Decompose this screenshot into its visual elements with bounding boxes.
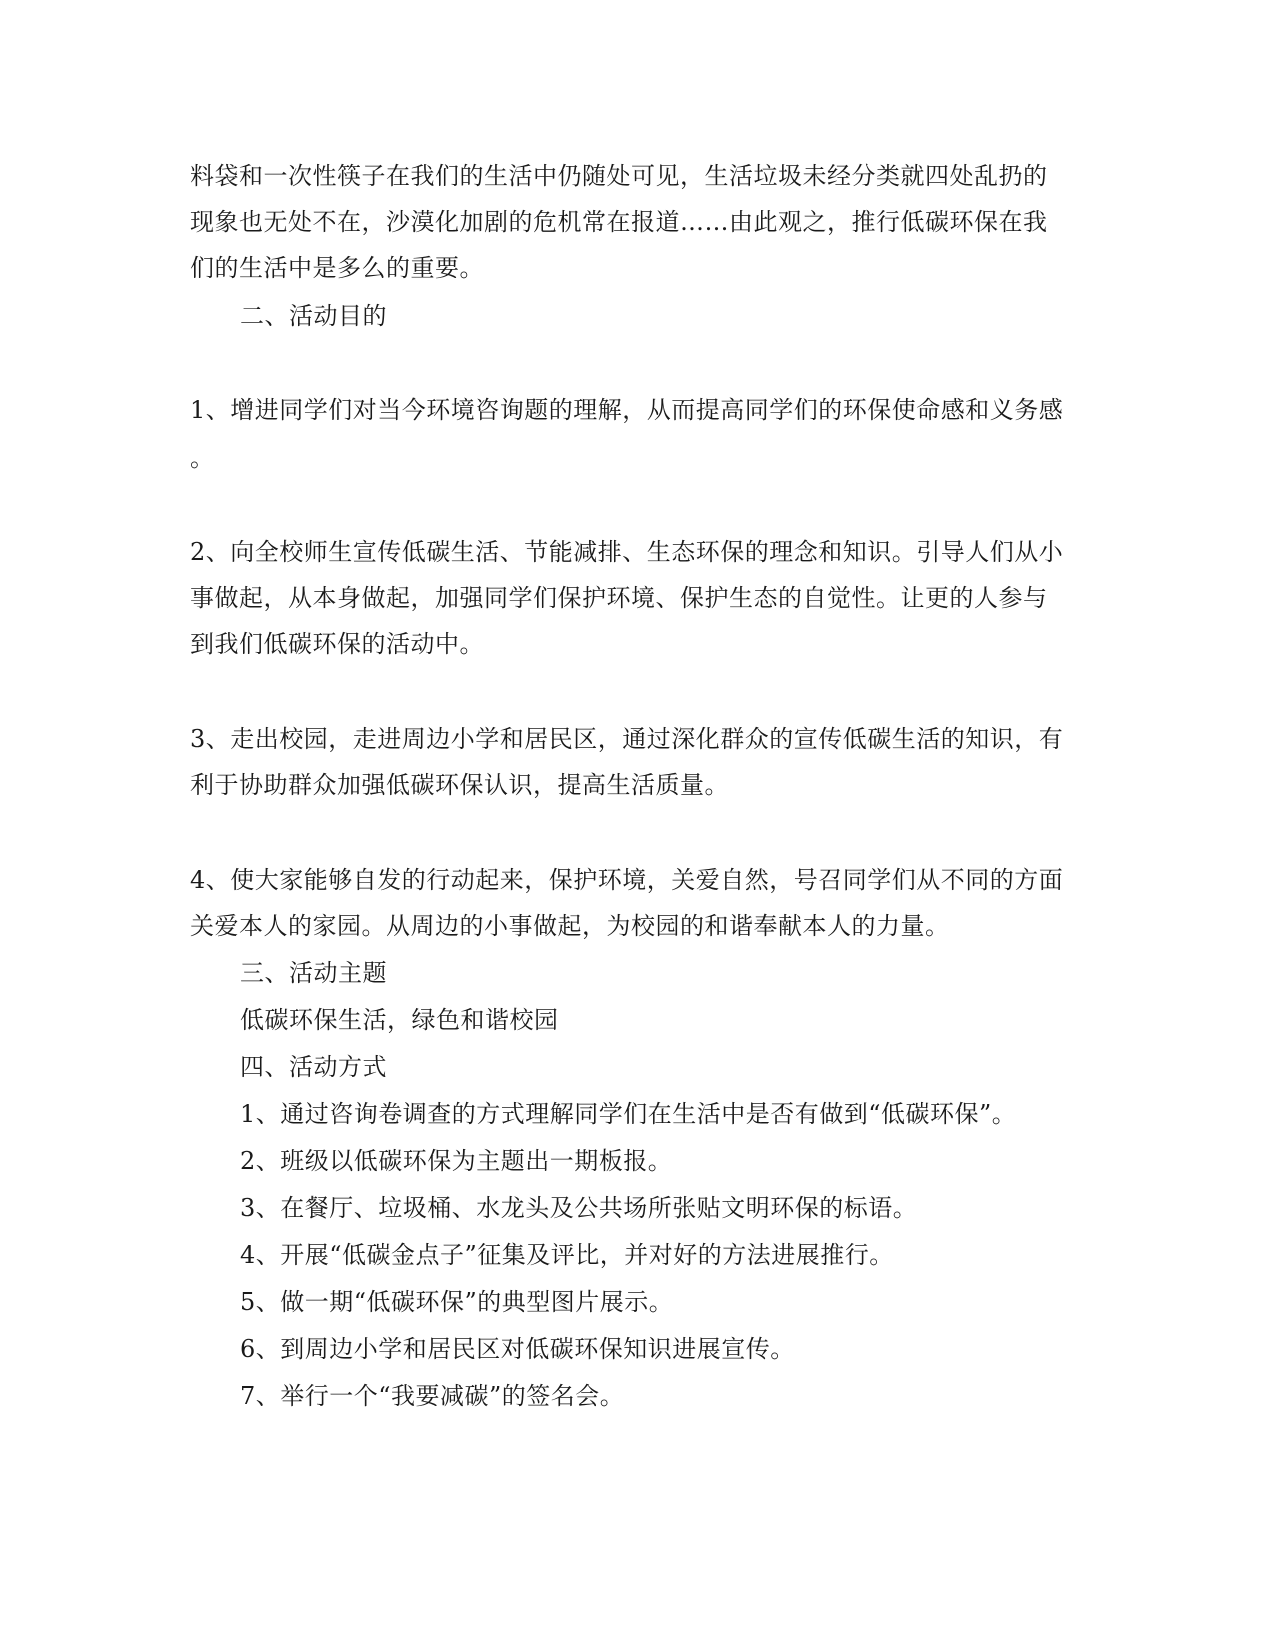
objective-4-line-2: 关爱本人的家园。从周边的小事做起，为校园的和谐奉献本人的力量。 [190,912,950,940]
objective-1-line-2: 。 [190,444,215,472]
method-item-7: 7、举行一个“我要减碳”的签名会。 [240,1382,625,1410]
method-item-4: 4、开展“低碳金点子”征集及评比，并对好的方法进展推行。 [240,1241,894,1269]
method-item-3: 3、在餐厅、垃圾桶、水龙头及公共场所张贴文明环保的标语。 [240,1194,918,1222]
objective-2-line-1: 2、向全校师生宣传低碳生活、节能减排、生态环保的理念和知识。引导人们从小 [190,538,1064,566]
objective-1-line-1: 1、增进同学们对当今环境咨询题的理解，从而提高同学们的环保使命感和义务感 [190,396,1064,424]
method-item-5: 5、做一期“低碳环保”的典型图片展示。 [240,1288,674,1316]
method-item-6: 6、到周边小学和居民区对低碳环保知识进展宣传。 [240,1335,795,1363]
section-heading-objectives: 二、活动目的 [240,302,387,330]
method-item-2: 2、班级以低碳环保为主题出一期板报。 [240,1147,673,1175]
section-heading-methods: 四、活动方式 [240,1053,387,1081]
objective-3-line-2: 利于协助群众加强低碳环保认识，提高生活质量。 [190,771,729,799]
objective-2-line-3: 到我们低碳环保的活动中。 [190,630,484,658]
intro-line-3: 们的生活中是多么的重要。 [190,254,484,282]
theme-text: 低碳环保生活，绿色和谐校园 [240,1006,559,1034]
objective-3-line-1: 3、走出校园，走进周边小学和居民区，通过深化群众的宣传低碳生活的知识，有 [190,725,1064,753]
method-item-1: 1、通过咨询卷调查的方式理解同学们在生活中是否有做到“低碳环保”。 [240,1100,1017,1128]
intro-line-2: 现象也无处不在，沙漠化加剧的危机常在报道……由此观之，推行低碳环保在我 [190,208,1048,236]
objective-4-line-1: 4、使大家能够自发的行动起来，保护环境，关爱自然，号召同学们从不同的方面 [190,866,1064,894]
objective-2-line-2: 事做起，从本身做起，加强同学们保护环境、保护生态的自觉性。让更的人参与 [190,584,1048,612]
intro-line-1: 料袋和一次性筷子在我们的生活中仍随处可见，生活垃圾未经分类就四处乱扔的 [190,162,1048,190]
section-heading-theme: 三、活动主题 [240,959,387,987]
